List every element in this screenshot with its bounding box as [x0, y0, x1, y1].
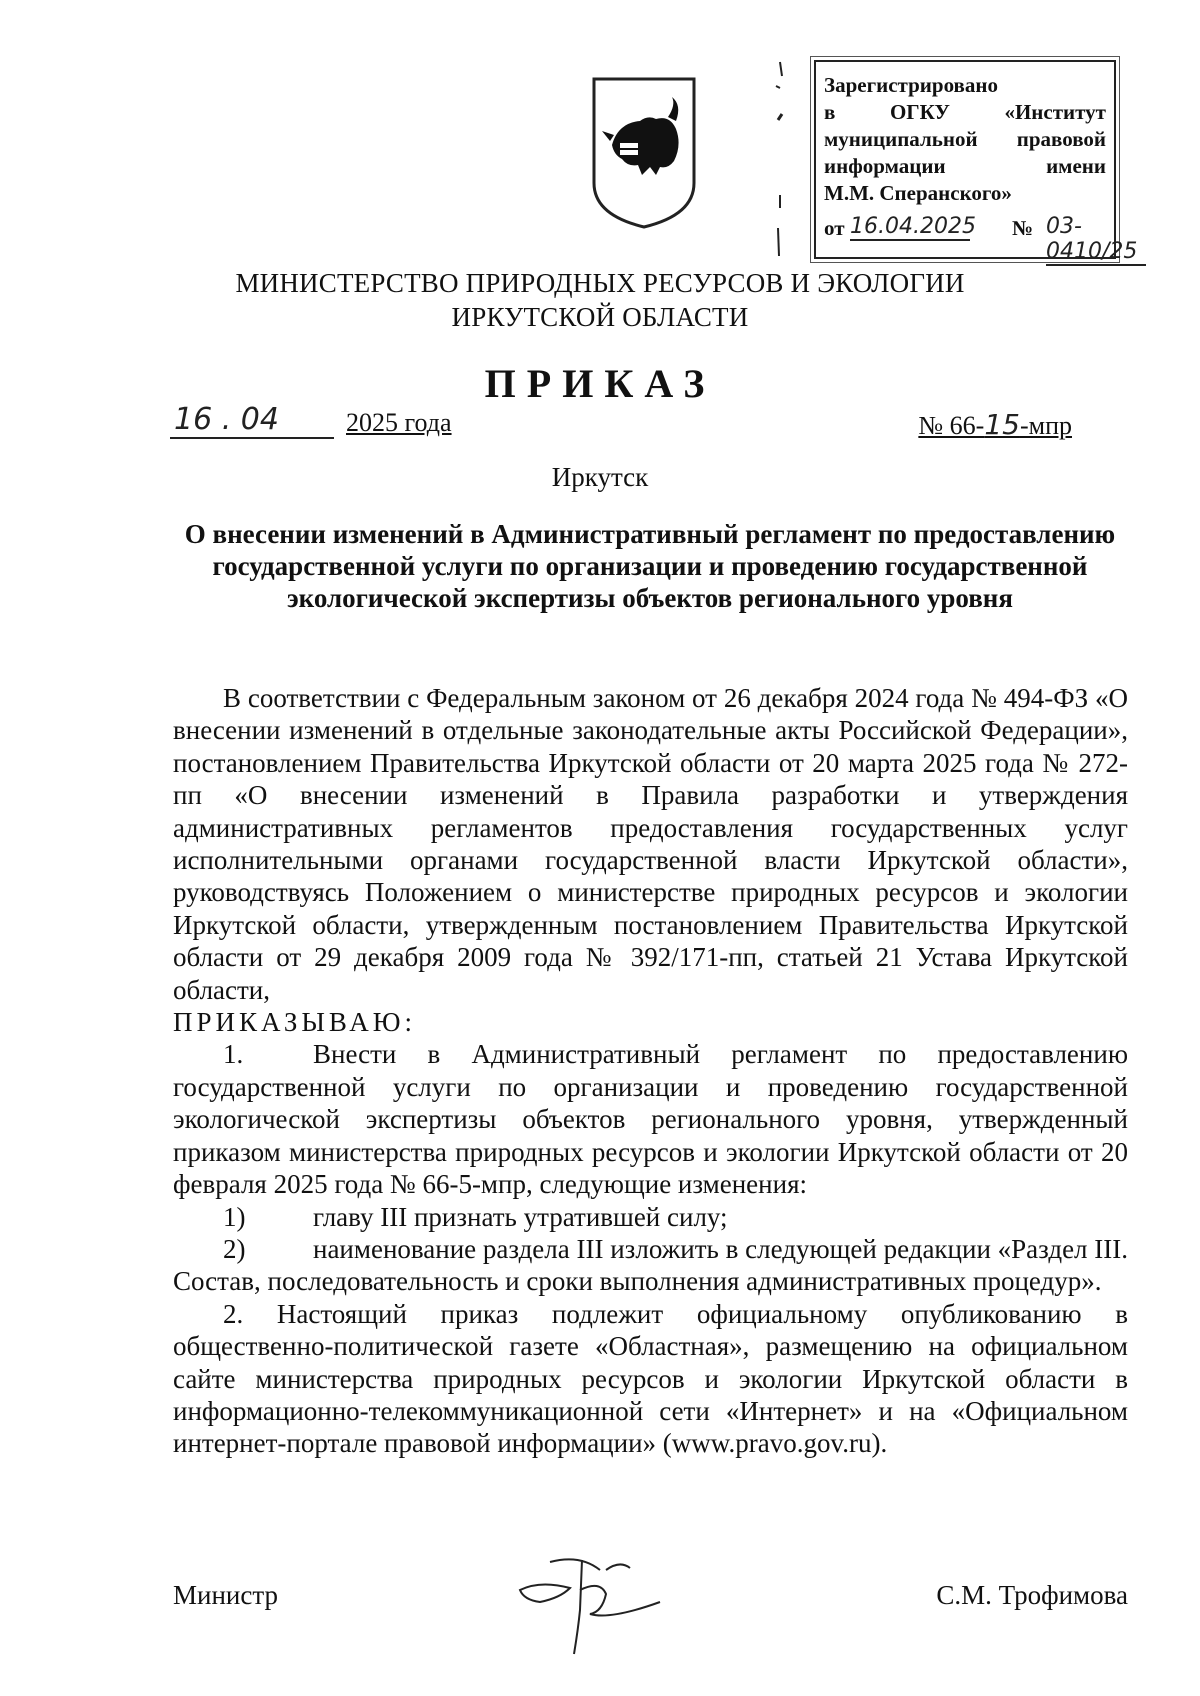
signatory-title: Министр	[173, 1580, 278, 1610]
item-1-number: 1.	[223, 1039, 244, 1070]
stamp-text	[824, 72, 1106, 207]
sub-item-1-text: главу III признать утратившей силу;	[313, 1201, 728, 1232]
stamp-number-handwritten: 03-0410/25	[1046, 214, 1146, 266]
stamp-date-prefix: от	[824, 216, 845, 240]
sub-item-2-paragraph	[173, 1233, 1128, 1298]
item-2-paragraph: 2. Настоящий приказ подлежит официальному опубликованию в общественно-политической газете «Областная», размещению на официальном сайте министерства природных ресурсов и экологии Иркутской области в информационно-телекоммуникационной сети «Интернет» и на «Официальном интернет-портале правовой информации» (www.pravo.gov.ru).	[173, 1298, 1128, 1459]
order-number-handwritten: 15	[984, 408, 1020, 441]
signatory-name: С.М. Трофимова	[936, 1580, 1128, 1610]
order-date-handwritten: 16 . 04	[170, 402, 334, 439]
registration-stamp	[814, 60, 1138, 264]
date-number-row	[170, 402, 1072, 452]
order-number-suffix: -мпр	[1019, 411, 1072, 440]
sub-item-1	[173, 1201, 1128, 1233]
order-date-year: 2025 года	[346, 408, 452, 437]
stamp-date-handwritten: 16.04.2025	[850, 214, 976, 239]
sub-item-2-number: 2)	[223, 1233, 246, 1264]
stamp-number-prefix: №	[1012, 216, 1034, 240]
sub-item-2-text: наименование раздела III изложить в следующей редакции «Раздел III. Состав, последовательность и сроки выполнения административных процедур».	[173, 1233, 1128, 1297]
city-name: Иркутск	[551, 462, 649, 492]
order-number-prefix: № 66-	[918, 411, 985, 440]
stamp-line-3: муниципальной правовой	[824, 127, 1106, 151]
document-type-heading: ПРИКАЗ	[484, 361, 716, 406]
margin-marks	[770, 60, 790, 260]
sub-item-1-number: 1)	[223, 1201, 246, 1232]
order-title: О внесении изменений в Административный регламент по предоставлению государственной услуги по организации и проведению государственной экологической экспертизы объектов регионального уровня	[184, 519, 1116, 613]
order-number	[918, 408, 1072, 441]
stamp-line-1: Зарегистрировано	[824, 73, 998, 97]
order-word: ПРИКАЗЫВАЮ:	[173, 1007, 416, 1038]
coat-of-arms-emblem	[590, 75, 698, 231]
stamp-line-4: информации имени	[824, 154, 1106, 178]
stamp-line-5: М.М. Сперанского»	[824, 181, 1012, 205]
order-body	[173, 682, 1128, 1460]
preamble-paragraph: В соответствии с Федеральным законом от 26 декабря 2024 года № 494-ФЗ «О внесении изменений в отдельные законодательные акты Российской Федерации», постановлением Правительства Иркутской области от 20 марта 2025 года № 272-пп «О внесении изменений в Правила разработки и утверждения административных регламентов предоставления государственных услуг исполнительными органами государственной власти Иркутской области», руководствуясь Положением о министерстве природных ресурсов и экологии Иркутской области, утвержденным постановлением Правительства Иркутской области от 29 декабря 2009 года № 392/171-пп, статьей 21 Устава Иркутской области,	[173, 683, 1128, 1005]
ministry-name-line2: ИРКУТСКОЙ ОБЛАСТИ	[451, 302, 749, 332]
item-1-text: Внести в Административный регламент по предоставлению государственной услуги по организации и проведению государственной экологической экспертизы объектов регионального уровня, утвержденный приказом министерства природных ресурсов и экологии Иркутской области от 20 февраля 2025 года № 66-5-мпр, следующие изменения:	[173, 1039, 1128, 1200]
stamp-date-line	[824, 214, 1138, 264]
handwritten-signature	[510, 1550, 680, 1660]
stamp-line-2: в ОГКУ «Институт	[824, 100, 1106, 124]
ministry-name-line1: МИНИСТЕРСТВО ПРИРОДНЫХ РЕСУРСОВ И ЭКОЛОГИИ	[235, 268, 965, 298]
